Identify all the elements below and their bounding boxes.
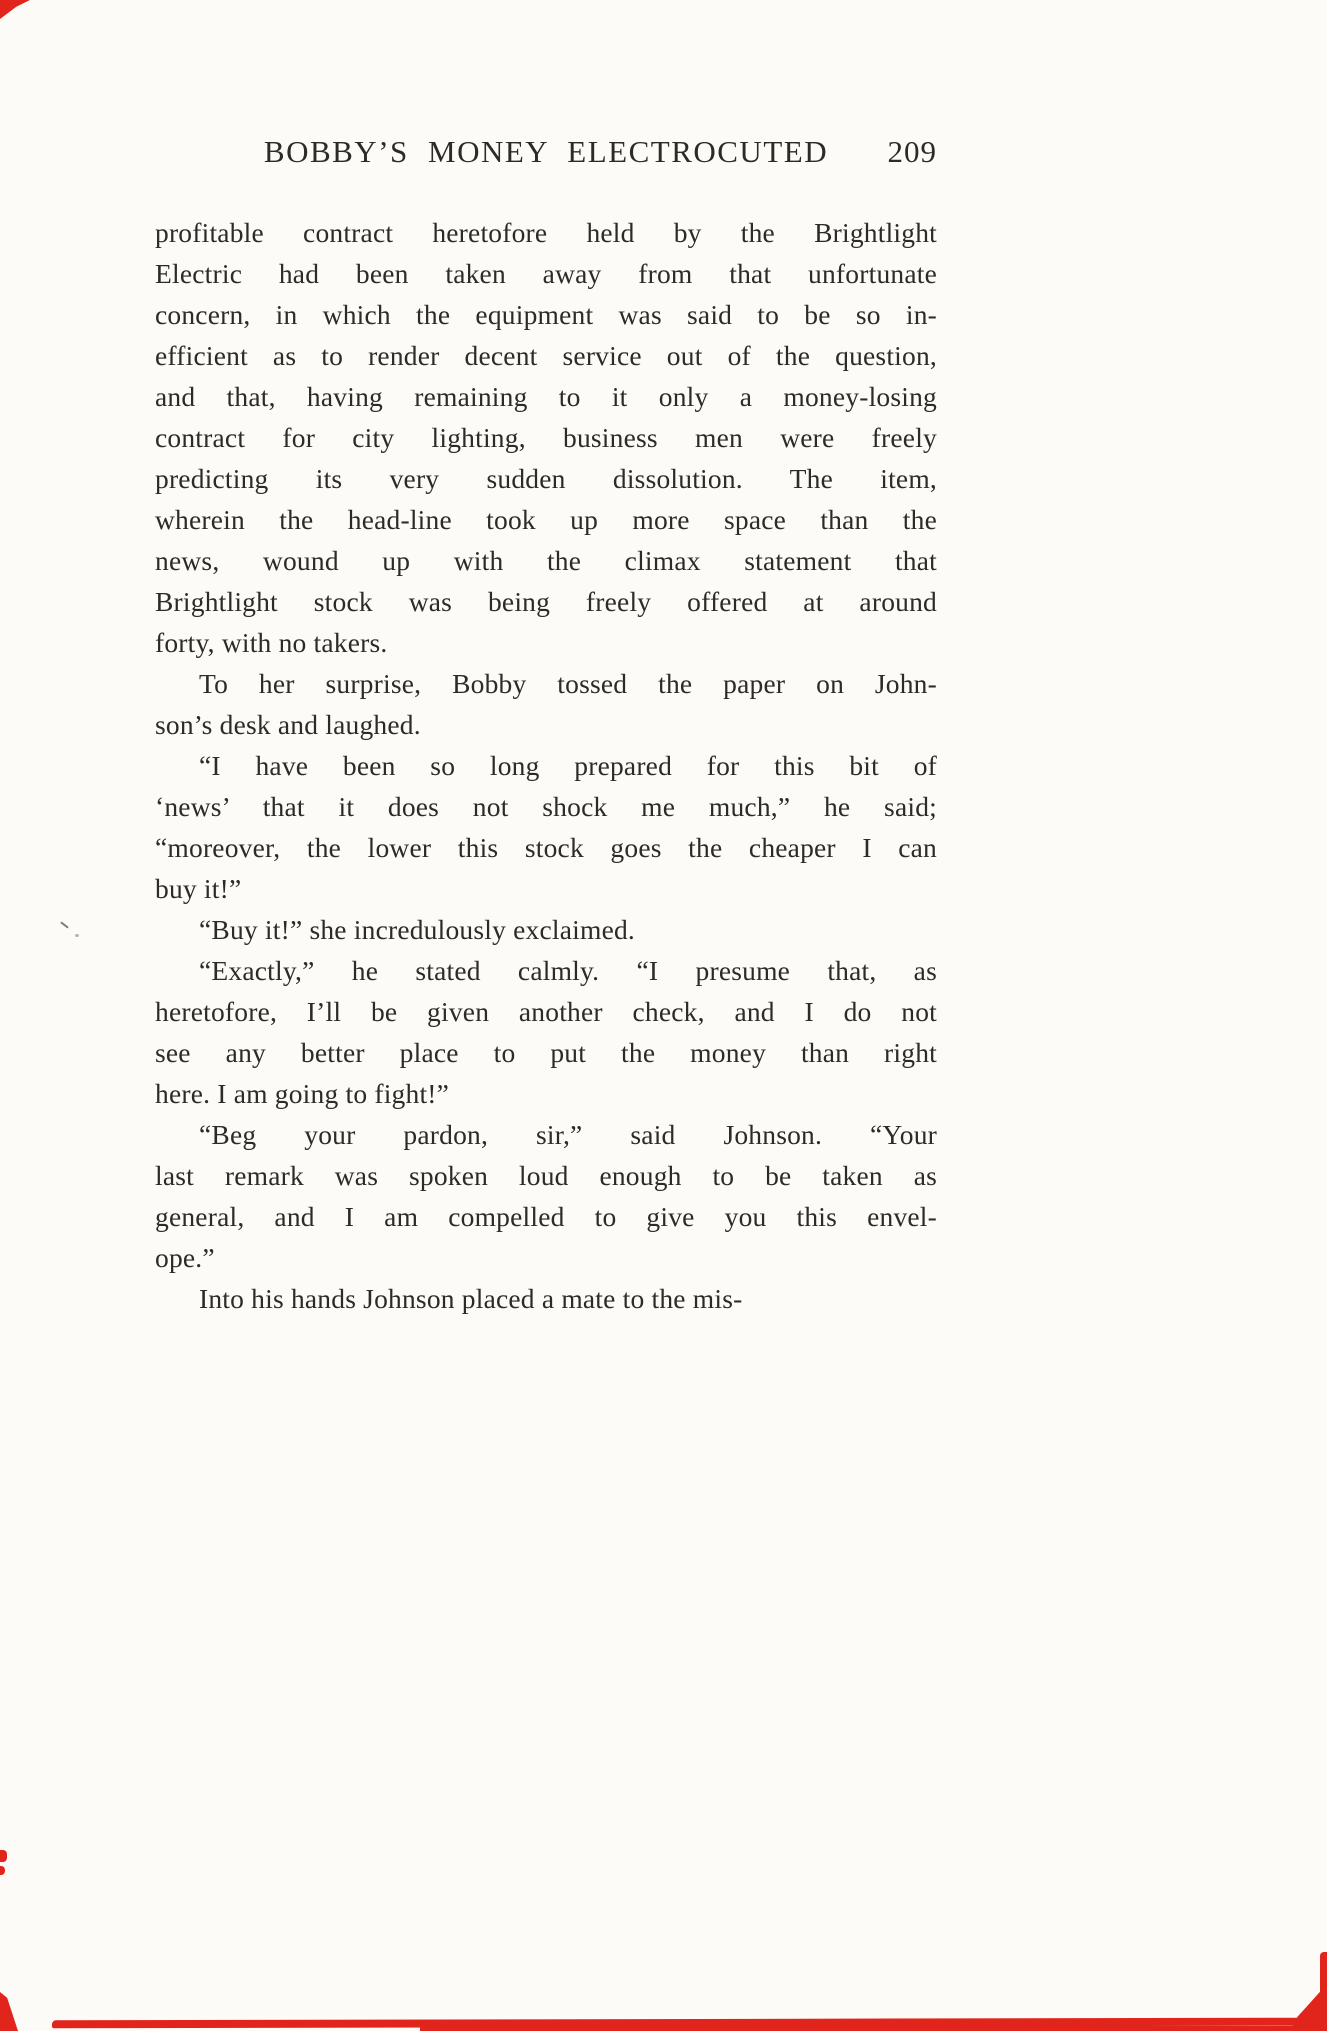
running-head	[155, 134, 937, 178]
paragraph	[155, 1278, 937, 1319]
text-line: ope.”	[155, 1242, 215, 1273]
scan-artifact-top-left	[0, 0, 30, 19]
paragraph	[155, 663, 937, 745]
text-line: Electric had been taken away from that unfortunate	[155, 258, 937, 289]
paragraph	[155, 1114, 937, 1278]
text-line: son’s desk and laughed.	[155, 709, 421, 740]
text-line: concern, in which the equipment was said to be so in-	[155, 299, 937, 330]
text-line: news, wound up with the climax statement that	[155, 545, 937, 576]
text-line: “Buy it!” she incredulously exclaimed.	[199, 914, 636, 945]
scan-artifact-left-tick	[0, 1866, 5, 1875]
text-line: last remark was spoken loud enough to be taken as	[155, 1160, 937, 1191]
paragraph	[155, 909, 937, 950]
text-line: general, and I am compelled to give you this envel-	[155, 1201, 937, 1232]
text-line: “Exactly,” he stated calmly. “I presume that, as	[199, 955, 937, 986]
scan-artifact-bottom-edge	[420, 2026, 1327, 2031]
text-line: To her surprise, Bobby tossed the paper on John-	[199, 668, 937, 699]
text-line: efficient as to render decent service out of the question,	[155, 340, 937, 371]
text-line: forty, with no takers.	[155, 627, 388, 658]
text-line: profitable contract heretofore held by the Brightlight	[155, 217, 937, 248]
text-line: contract for city lighting, business men were freely	[155, 422, 937, 453]
scan-speck	[60, 921, 68, 928]
text-line: buy it!”	[155, 873, 242, 904]
text-line: heretofore, I’ll be given another check, and I do not	[155, 996, 937, 1027]
scan-artifact-bottom-left	[0, 1992, 18, 2031]
scan-artifact-left-tick	[0, 1850, 7, 1862]
text-line: “I have been so long prepared for this bit of	[199, 750, 937, 781]
paragraph	[155, 745, 937, 909]
text-line: ‘news’ that it does not shock me much,” he said;	[155, 791, 937, 822]
text-line: predicting its very sudden dissolution. The item,	[155, 463, 937, 494]
text-line: wherein the head-line took up more space than the	[155, 504, 937, 535]
text-line: “moreover, the lower this stock goes the cheaper I can	[155, 832, 937, 863]
paragraph	[155, 212, 937, 663]
text-line: and that, having remaining to it only a money-losing	[155, 381, 937, 412]
chapter-title: BOBBY’S MONEY ELECTROCUTED	[263, 134, 829, 169]
scan-artifact-right-edge	[1320, 1952, 1327, 2012]
paragraph	[155, 950, 937, 1114]
text-line: see any better place to put the money than right	[155, 1037, 937, 1068]
scan-speck	[75, 934, 79, 937]
page-number: 209	[887, 134, 937, 169]
text-line: Into his hands Johnson placed a mate to the mis-	[199, 1283, 743, 1314]
text-line: here. I am going to fight!”	[155, 1078, 450, 1109]
page-body	[155, 212, 937, 1319]
text-line: “Beg your pardon, sir,” said Johnson. “Your	[199, 1119, 937, 1150]
text-line: Brightlight stock was being freely offered at around	[155, 586, 937, 617]
